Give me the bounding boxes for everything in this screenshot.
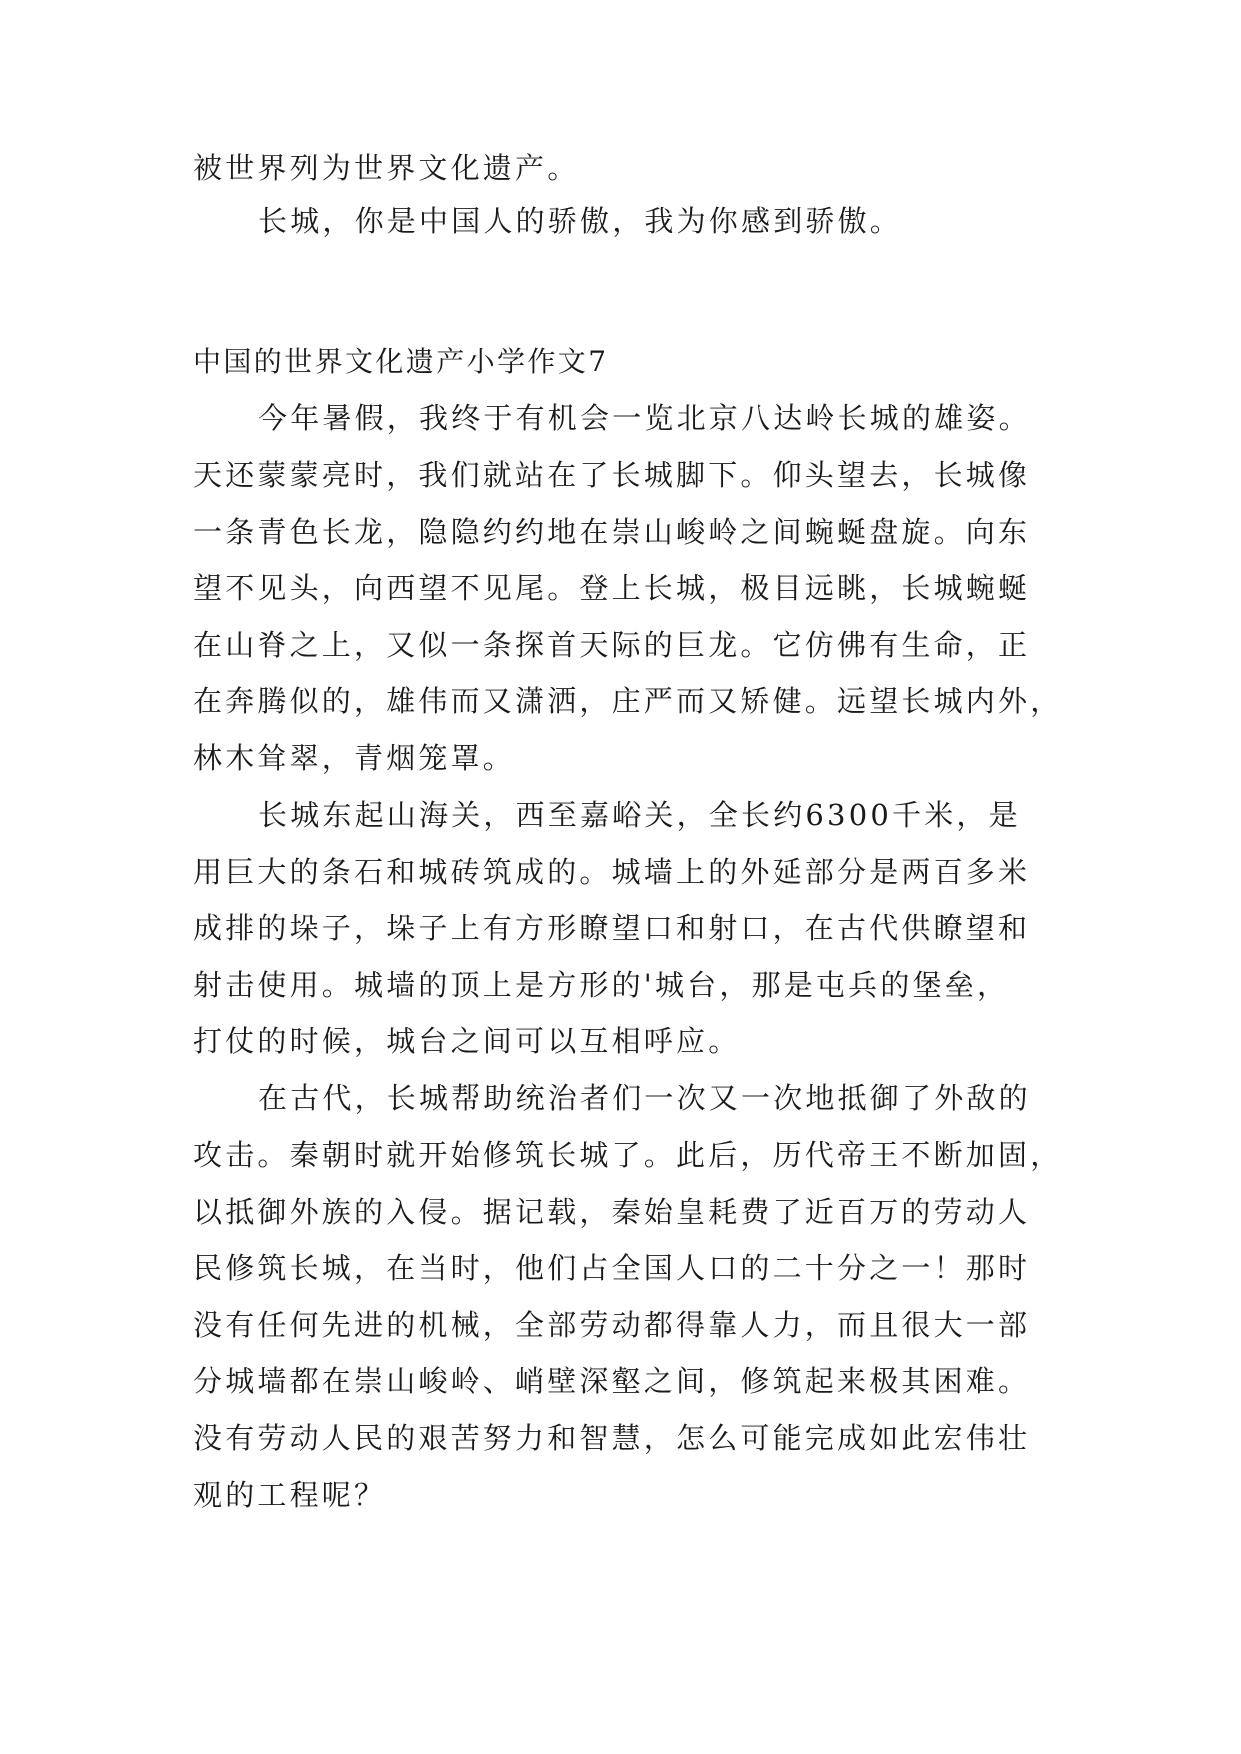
paragraph-line: 天还蒙蒙亮时，我们就站在了长城脚下。仰头望去，长城像 — [193, 458, 1031, 492]
paragraph-line: 民修筑长城，在当时，他们占全国人口的二十分之一！那时 — [193, 1251, 1031, 1285]
paragraph-line: 以抵御外族的入侵。据记载，秦始皇耗费了近百万的劳动人 — [193, 1195, 1031, 1229]
paragraph-line: 射击使用。城墙的顶上是方形的'城台，那是屯兵的堡垒， — [193, 968, 1010, 1002]
paragraph-line: 一条青色长龙，隐隐约约地在崇山峻岭之间蜿蜒盘旋。向东 — [193, 515, 1031, 549]
paragraph-line: 长城东起山海关，西至嘉峪关，全长约6300千米，是 — [258, 798, 1021, 832]
paragraph-line: 望不见头，向西望不见尾。登上长城，极目远眺，长城蜿蜒 — [193, 571, 1031, 605]
paragraph-line: 用巨大的条石和城砖筑成的。城墙上的外延部分是两百多米 — [193, 855, 1031, 889]
paragraph-line: 长城，你是中国人的骄傲，我为你感到骄傲。 — [258, 204, 903, 238]
paragraph-line: 今年暑假，我终于有机会一览北京八达岭长城的雄姿。 — [258, 401, 1031, 435]
section-heading: 中国的世界文化遗产小学作文7 — [193, 345, 609, 378]
paragraph-line: 攻击。秦朝时就开始修筑长城了。此后，历代帝王不断加固， — [193, 1138, 1063, 1172]
paragraph-line: 打仗的时候，城台之间可以互相呼应。 — [193, 1024, 741, 1058]
paragraph-line: 在古代，长城帮助统治者们一次又一次地抵御了外敌的 — [258, 1081, 1031, 1115]
paragraph-line: 观的工程呢？ — [193, 1478, 387, 1512]
paragraph-line: 在奔腾似的，雄伟而又潇洒，庄严而又矫健。远望长城内外， — [193, 684, 1063, 718]
paragraph-line: 没有任何先进的机械，全部劳动都得靠人力，而且很大一部 — [193, 1308, 1031, 1342]
paragraph-line: 没有劳动人民的艰苦努力和智慧，怎么可能完成如此宏伟壮 — [193, 1421, 1031, 1455]
paragraph-line: 成排的垛子，垛子上有方形瞭望口和射口，在古代供瞭望和 — [193, 911, 1031, 945]
paragraph-line: 在山脊之上，又似一条探首天际的巨龙。它仿佛有生命，正 — [193, 628, 1031, 662]
paragraph-line: 被世界列为世界文化遗产。 — [193, 151, 580, 185]
paragraph-line: 分城墙都在崇山峻岭、峭壁深壑之间，修筑起来极其困难。 — [193, 1364, 1031, 1398]
paragraph-line: 林木耸翠，青烟笼罩。 — [193, 741, 516, 775]
